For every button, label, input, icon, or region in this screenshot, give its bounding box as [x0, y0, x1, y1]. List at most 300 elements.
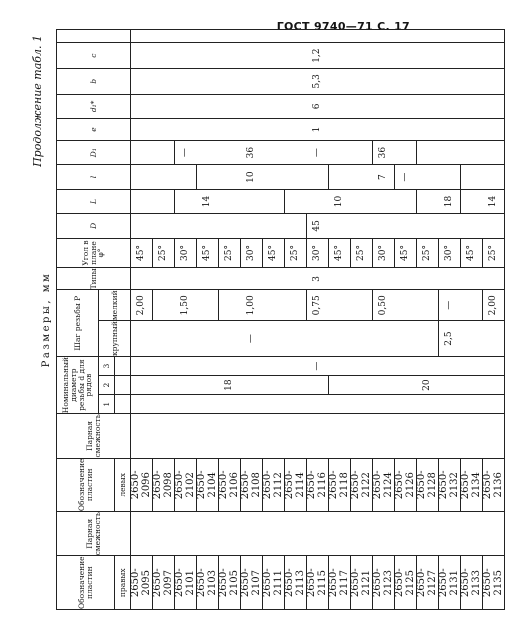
- cell-b: [373, 68, 395, 94]
- cell-paired-l: [417, 414, 439, 458]
- cell-D1: 36: [373, 140, 395, 164]
- cell-c: [175, 43, 197, 69]
- hdr-row-3: 3: [99, 357, 115, 376]
- cell-angle: 30°: [439, 238, 461, 268]
- cell-left: 2650-2134: [461, 458, 483, 512]
- cell-b: [351, 68, 373, 94]
- hdr-row-2: 2: [99, 376, 115, 395]
- continuation-label: Продолжение табл. 1: [31, 35, 44, 167]
- cell-D1: [153, 140, 175, 164]
- cell-paired-l: [439, 414, 461, 458]
- cell-row1: [197, 395, 219, 414]
- cell-l: [307, 165, 329, 189]
- cell-types: [439, 268, 461, 290]
- cell-blank: [373, 30, 395, 43]
- cell-row2: [175, 376, 197, 395]
- cell-types: [197, 268, 219, 290]
- cell-paired-r: [373, 512, 395, 556]
- cell-L: [351, 189, 373, 213]
- page-header: ГОСТ 9740—71 С. 17: [276, 20, 410, 33]
- cell-paired-r: [483, 512, 505, 556]
- cell-L: [219, 189, 241, 213]
- cell-left: 2650-2096: [131, 458, 153, 512]
- cell-paired-r: [263, 512, 285, 556]
- cell-fine: [461, 290, 483, 321]
- cell-right: 2650-2123: [373, 556, 395, 610]
- cell-paired-l: [351, 414, 373, 458]
- cell-D1: —: [307, 140, 329, 164]
- cell-paired-r: [219, 512, 241, 556]
- cell-D: [417, 214, 439, 238]
- cell-D: [373, 214, 395, 238]
- cell-row3: [263, 357, 285, 376]
- cell-fine: [263, 290, 285, 321]
- table-row: [241, 30, 263, 610]
- cell-left: 2650-2098: [153, 458, 175, 512]
- cell-blank: [351, 30, 373, 43]
- cell-paired-r: [461, 512, 483, 556]
- cell-L: [241, 189, 263, 213]
- cell-D: [285, 214, 307, 238]
- cell-coarse: [395, 321, 417, 357]
- cell-paired-r: [197, 512, 219, 556]
- table-row: [461, 30, 483, 610]
- hdr-fine: мелкий: [99, 290, 131, 321]
- cell-L: [395, 189, 417, 213]
- cell-e: [263, 119, 285, 141]
- cell-e: [329, 119, 351, 141]
- table-body: [131, 30, 505, 610]
- hdr-gap-3: [115, 357, 131, 376]
- cell-L: 14: [483, 189, 505, 213]
- cell-fine: [285, 290, 307, 321]
- cell-row3: [329, 357, 351, 376]
- cell-left: 2650-2136: [483, 458, 505, 512]
- table-row: [263, 30, 285, 610]
- cell-e: [197, 119, 219, 141]
- hdr-gap-1: [115, 395, 131, 414]
- cell-left: 2650-2128: [417, 458, 439, 512]
- cell-e: [373, 119, 395, 141]
- cell-blank: [131, 30, 153, 43]
- cell-paired-l: [263, 414, 285, 458]
- cell-c: [417, 43, 439, 69]
- cell-row1: [351, 395, 373, 414]
- table-row: [395, 30, 417, 610]
- cell-c: [329, 43, 351, 69]
- cell-blank: [417, 30, 439, 43]
- cell-row3: [175, 357, 197, 376]
- cell-right: 2650-2131: [439, 556, 461, 610]
- cell-row2: [153, 376, 175, 395]
- cell-b: [395, 68, 417, 94]
- cell-coarse: [175, 321, 197, 357]
- cell-blank: [329, 30, 351, 43]
- cell-b: [153, 68, 175, 94]
- table-row: [285, 30, 307, 610]
- cell-types: [153, 268, 175, 290]
- hdr-blank: [57, 30, 131, 43]
- hdr-d1: d₁*: [57, 94, 131, 118]
- cell-D1: [417, 140, 439, 164]
- cell-row2: [307, 376, 329, 395]
- cell-row3: [461, 357, 483, 376]
- cell-types: [329, 268, 351, 290]
- cell-c: [241, 43, 263, 69]
- cell-l: [461, 165, 483, 189]
- cell-paired-l: [483, 414, 505, 458]
- cell-D1: [219, 140, 241, 164]
- cell-fine: 2,00: [483, 290, 505, 321]
- cell-e: [175, 119, 197, 141]
- table-row: [439, 30, 461, 610]
- cell-l: [483, 165, 505, 189]
- cell-types: [483, 268, 505, 290]
- table-title: Размеры, мм: [41, 271, 52, 368]
- cell-L: [285, 189, 307, 213]
- hdr-left-plate: Обозначение пластин: [57, 458, 115, 512]
- cell-D: [153, 214, 175, 238]
- cell-D1: [131, 140, 153, 164]
- cell-D: 45: [307, 214, 329, 238]
- hdr-right-plate: Обозначение пластин: [57, 556, 115, 610]
- cell-d1: [219, 94, 241, 118]
- cell-fine: [395, 290, 417, 321]
- cell-d1: [439, 94, 461, 118]
- cell-right: 2650-2111: [263, 556, 285, 610]
- cell-types: [461, 268, 483, 290]
- cell-coarse: [329, 321, 351, 357]
- cell-angle: 45°: [131, 238, 153, 268]
- cell-angle: 25°: [219, 238, 241, 268]
- cell-L: 10: [329, 189, 351, 213]
- cell-right: 2650-2097: [153, 556, 175, 610]
- cell-D1: [351, 140, 373, 164]
- cell-D1: [197, 140, 219, 164]
- cell-d1: [241, 94, 263, 118]
- cell-right: 2650-2125: [395, 556, 417, 610]
- cell-row1: [395, 395, 417, 414]
- dimensions-table-wrapper: [56, 29, 505, 610]
- cell-e: [461, 119, 483, 141]
- hdr-coarse: крупный: [99, 321, 131, 357]
- cell-types: [351, 268, 373, 290]
- cell-l: [197, 165, 219, 189]
- cell-c: [395, 43, 417, 69]
- cell-paired-r: [241, 512, 263, 556]
- cell-blank: [197, 30, 219, 43]
- cell-paired-r: [285, 512, 307, 556]
- cell-l: [285, 165, 307, 189]
- cell-types: [131, 268, 153, 290]
- cell-D: [395, 214, 417, 238]
- cell-paired-l: [153, 414, 175, 458]
- table-row: [153, 30, 175, 610]
- cell-row1: [373, 395, 395, 414]
- cell-d1: [285, 94, 307, 118]
- cell-coarse: [285, 321, 307, 357]
- cell-coarse: [263, 321, 285, 357]
- cell-coarse: [153, 321, 175, 357]
- dimensions-table: [56, 29, 505, 610]
- cell-paired-r: [307, 512, 329, 556]
- cell-right: 2650-2121: [351, 556, 373, 610]
- cell-l: [175, 165, 197, 189]
- cell-types: [241, 268, 263, 290]
- cell-coarse: [461, 321, 483, 357]
- cell-left: 2650-2114: [285, 458, 307, 512]
- cell-c: 1,2: [307, 43, 329, 69]
- cell-angle: 25°: [351, 238, 373, 268]
- cell-fine: 1,00: [241, 290, 263, 321]
- cell-paired-l: [329, 414, 351, 458]
- cell-types: [395, 268, 417, 290]
- cell-types: [175, 268, 197, 290]
- cell-row2: [439, 376, 461, 395]
- cell-fine: 0,50: [373, 290, 395, 321]
- cell-coarse: —: [241, 321, 263, 357]
- cell-blank: [153, 30, 175, 43]
- cell-right: 2650-2107: [241, 556, 263, 610]
- cell-row1: [307, 395, 329, 414]
- cell-blank: [285, 30, 307, 43]
- cell-e: [439, 119, 461, 141]
- cell-L: [373, 189, 395, 213]
- cell-left: 2650-2124: [373, 458, 395, 512]
- hdr-l: l: [57, 165, 131, 189]
- cell-c: [351, 43, 373, 69]
- cell-right: 2650-2117: [329, 556, 351, 610]
- cell-row3: —: [307, 357, 329, 376]
- cell-paired-l: [197, 414, 219, 458]
- cell-angle: 25°: [153, 238, 175, 268]
- cell-angle: 30°: [373, 238, 395, 268]
- cell-d1: 6: [307, 94, 329, 118]
- cell-D: [351, 214, 373, 238]
- cell-L: [131, 189, 153, 213]
- cell-blank: [461, 30, 483, 43]
- cell-d1: [175, 94, 197, 118]
- cell-right: 2650-2105: [219, 556, 241, 610]
- cell-D: [197, 214, 219, 238]
- cell-row2: [483, 376, 505, 395]
- cell-blank: [439, 30, 461, 43]
- cell-row3: [285, 357, 307, 376]
- hdr-nominal: Номинальный диаметр резьбы d для рядов: [57, 357, 99, 414]
- cell-types: [263, 268, 285, 290]
- cell-paired-l: [395, 414, 417, 458]
- cell-coarse: [483, 321, 505, 357]
- cell-left: 2650-2122: [351, 458, 373, 512]
- cell-right: 2650-2133: [461, 556, 483, 610]
- cell-fine: [197, 290, 219, 321]
- cell-d1: [197, 94, 219, 118]
- cell-e: [219, 119, 241, 141]
- table-row: [219, 30, 241, 610]
- cell-blank: [175, 30, 197, 43]
- cell-row2: [373, 376, 395, 395]
- cell-fine: [417, 290, 439, 321]
- cell-d1: [153, 94, 175, 118]
- cell-fine: 2,00: [131, 290, 153, 321]
- cell-l: [153, 165, 175, 189]
- cell-fine: 0,75: [307, 290, 329, 321]
- cell-angle: 30°: [307, 238, 329, 268]
- cell-D1: [483, 140, 505, 164]
- cell-angle: 45°: [329, 238, 351, 268]
- cell-angle: 30°: [175, 238, 197, 268]
- hdr-types: Типы: [57, 268, 131, 290]
- cell-row3: [351, 357, 373, 376]
- hdr-pitch: Шаг резьбы P: [57, 290, 99, 357]
- cell-row1: [483, 395, 505, 414]
- cell-e: 1: [307, 119, 329, 141]
- cell-c: [263, 43, 285, 69]
- cell-fine: [219, 290, 241, 321]
- cell-D1: [461, 140, 483, 164]
- cell-D1: 36: [241, 140, 263, 164]
- cell-D1: [439, 140, 461, 164]
- cell-coarse: [373, 321, 395, 357]
- cell-d1: [351, 94, 373, 118]
- cell-b: [417, 68, 439, 94]
- cell-row3: [439, 357, 461, 376]
- table-row: [351, 30, 373, 610]
- cell-c: [153, 43, 175, 69]
- cell-row2: [395, 376, 417, 395]
- cell-paired-r: [153, 512, 175, 556]
- cell-paired-r: [439, 512, 461, 556]
- cell-D: [263, 214, 285, 238]
- cell-L: [461, 189, 483, 213]
- cell-c: [131, 43, 153, 69]
- table-row: [197, 30, 219, 610]
- cell-left: 2650-2108: [241, 458, 263, 512]
- cell-blank: [483, 30, 505, 43]
- cell-paired-r: [395, 512, 417, 556]
- cell-L: [175, 189, 197, 213]
- cell-row1: [153, 395, 175, 414]
- cell-right: 2650-2135: [483, 556, 505, 610]
- cell-b: [197, 68, 219, 94]
- cell-left: 2650-2106: [219, 458, 241, 512]
- cell-right: 2650-2095: [131, 556, 153, 610]
- cell-D1: [263, 140, 285, 164]
- cell-l: 7: [373, 165, 395, 189]
- cell-angle: 25°: [285, 238, 307, 268]
- cell-coarse: 2,5: [439, 321, 461, 357]
- cell-types: [285, 268, 307, 290]
- cell-row2: [461, 376, 483, 395]
- cell-row1: [329, 395, 351, 414]
- cell-e: [417, 119, 439, 141]
- cell-paired-r: [131, 512, 153, 556]
- cell-L: 18: [439, 189, 461, 213]
- rotated-table-area: [31, 29, 504, 610]
- cell-D: [219, 214, 241, 238]
- cell-b: [461, 68, 483, 94]
- cell-d1: [483, 94, 505, 118]
- cell-row3: [131, 357, 153, 376]
- cell-d1: [417, 94, 439, 118]
- cell-blank: [395, 30, 417, 43]
- hdr-c: c: [57, 43, 131, 69]
- hdr-D1: D₁: [57, 140, 131, 164]
- cell-angle: 45°: [197, 238, 219, 268]
- cell-row3: [197, 357, 219, 376]
- table-row: [373, 30, 395, 610]
- cell-L: [307, 189, 329, 213]
- cell-l: —: [395, 165, 417, 189]
- cell-row3: [395, 357, 417, 376]
- cell-l: [351, 165, 373, 189]
- cell-fine: [153, 290, 175, 321]
- cell-L: [153, 189, 175, 213]
- cell-c: [197, 43, 219, 69]
- table-row: [483, 30, 505, 610]
- hdr-e: e: [57, 119, 131, 141]
- cell-L: [417, 189, 439, 213]
- cell-D: [175, 214, 197, 238]
- cell-blank: [263, 30, 285, 43]
- cell-b: [241, 68, 263, 94]
- cell-b: [219, 68, 241, 94]
- cell-l: [219, 165, 241, 189]
- hdr-b: b: [57, 68, 131, 94]
- cell-paired-r: [417, 512, 439, 556]
- cell-e: [241, 119, 263, 141]
- cell-left: 2650-2104: [197, 458, 219, 512]
- cell-paired-l: [461, 414, 483, 458]
- cell-row1: [417, 395, 439, 414]
- cell-b: 5,3: [307, 68, 329, 94]
- cell-row1: [219, 395, 241, 414]
- cell-b: [439, 68, 461, 94]
- table-row: [175, 30, 197, 610]
- cell-right: 2650-2103: [197, 556, 219, 610]
- cell-row1: [131, 395, 153, 414]
- cell-b: [329, 68, 351, 94]
- cell-row1: [175, 395, 197, 414]
- cell-row2: [285, 376, 307, 395]
- cell-l: [131, 165, 153, 189]
- cell-row1: [285, 395, 307, 414]
- cell-c: [373, 43, 395, 69]
- cell-types: [417, 268, 439, 290]
- cell-c: [483, 43, 505, 69]
- cell-angle: 45°: [395, 238, 417, 268]
- cell-D1: [329, 140, 351, 164]
- cell-left: 2650-2132: [439, 458, 461, 512]
- cell-row3: [417, 357, 439, 376]
- cell-right: 2650-2115: [307, 556, 329, 610]
- cell-fine: 1,50: [175, 290, 197, 321]
- table-row: [307, 30, 329, 610]
- cell-left: 2650-2102: [175, 458, 197, 512]
- cell-l: [263, 165, 285, 189]
- hdr-left-sub: левых: [115, 458, 131, 512]
- cell-D: [241, 214, 263, 238]
- cell-paired-r: [329, 512, 351, 556]
- cell-l: [439, 165, 461, 189]
- cell-paired-l: [285, 414, 307, 458]
- cell-row1: [461, 395, 483, 414]
- cell-fine: —: [439, 290, 461, 321]
- cell-D: [461, 214, 483, 238]
- table-row: [131, 30, 153, 610]
- cell-c: [461, 43, 483, 69]
- cell-L: [263, 189, 285, 213]
